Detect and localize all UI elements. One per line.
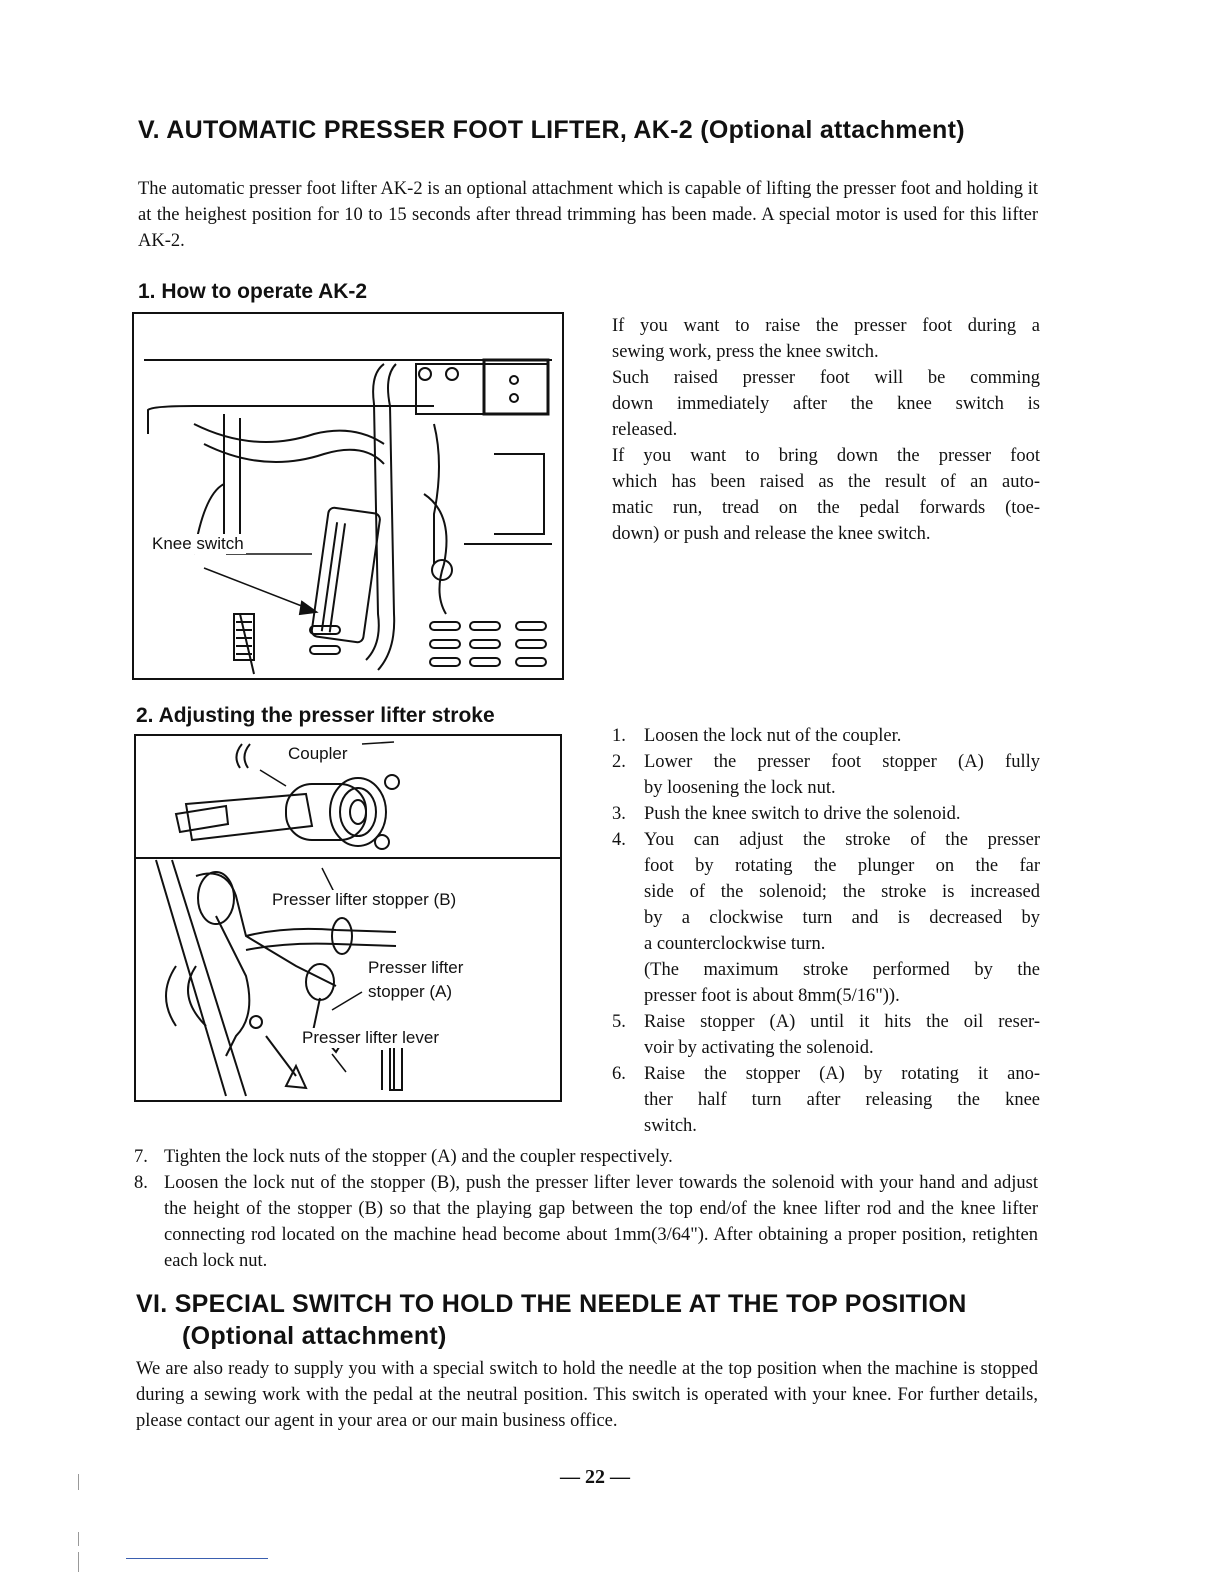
scan-artifact-mark xyxy=(78,1532,79,1546)
section-6-title: VI. SPECIAL SWITCH TO HOLD THE NEEDLE AT THE TOP POSITION xyxy=(136,1290,967,1318)
scan-artifact-line xyxy=(126,1558,268,1559)
step-8: 8. Loosen the lock nut of the stopper (B), push the presser lifter lever towards the solenoid with your hand and adjust the height of the stopper (B) so that the playing gap between the top end/of the knee lifter rod and the knee lifter connecting rod located on the machine head become about 1mm(3/64"). After obtaining a proper position, retighten each lock nut. xyxy=(134,1173,1038,1271)
step-5: 5. Raise stopper (A) until it hits the oil reser- voir by activating the solenoid. xyxy=(612,1012,1040,1058)
page-number: — 22 — xyxy=(560,1466,630,1488)
knee-switch-figure xyxy=(132,312,564,680)
step-3: 3. Push the knee switch to drive the solenoid. xyxy=(612,804,961,824)
lever-label: Presser lifter lever xyxy=(302,1028,439,1047)
stopper-a-label-2: stopper (A) xyxy=(368,982,453,1001)
stopper-b-label: Presser lifter stopper (B) xyxy=(272,890,457,909)
steps-right-column xyxy=(612,723,1040,1139)
coupler-label: Coupler xyxy=(288,744,348,763)
presser-lifter-figure xyxy=(134,734,562,1102)
scan-artifact-mark xyxy=(78,1552,79,1572)
section-6-subtitle: (Optional attachment) xyxy=(182,1322,447,1350)
subsection-1-title: 1. How to operate AK-2 xyxy=(138,280,368,303)
stopper-a-label-1: Presser lifter xyxy=(368,958,464,977)
section-5-title: V. AUTOMATIC PRESSER FOOT LIFTER, AK-2 (Optional attachment) xyxy=(138,116,965,144)
knee-switch-illustration xyxy=(134,314,562,678)
step-1: 1. Loosen the lock nut of the coupler. xyxy=(612,726,902,746)
steps-full-width xyxy=(134,1144,1038,1274)
section-6-text: We are also ready to supply you with a special switch to hold the needle at the top position when the machine is stopped during a sewing work with the pedal at the neutral position. This switch is operated with your knee. For further details, please contact our agent in your area or our main business office. xyxy=(136,1359,1038,1431)
step-6: 6. Raise the stopper (A) by rotating it ano- ther half turn after releasing the knee switch. xyxy=(612,1064,1040,1136)
knee-switch-label: Knee switch xyxy=(152,534,244,553)
subsection-2-title: 2. Adjusting the presser lifter stroke xyxy=(136,704,495,727)
scan-artifact-mark xyxy=(78,1474,79,1490)
section-5-intro: The automatic presser foot lifter AK-2 is an optional attachment which is capable of lifting the presser foot and holding it at the heighest position for 10 to 15 seconds after thread trimming has been made. A special motor is used for this lifter AK-2. xyxy=(138,179,1038,251)
step-4: 4. You can adjust the stroke of the presser foot by rotating the plunger on the far side of the solenoid; the stroke is increased by a clockwise turn and is decreased by a counterclockwise turn. (The maximum stroke performed by the presser foot is about 8mm(5/16")). xyxy=(612,830,1040,1006)
how-to-operate-text: If you want to raise the presser foot during a sewing work, press the knee switch. Such raised presser foot will be comming down immediately after the knee switch is released. If you want to bring down the presser foot which has been raised as the result of an auto- matic run, tread on the pedal forwards (toe- down) or push and release the knee switch. xyxy=(612,316,1040,544)
step-2: 2. Lower the presser foot stopper (A) fully by loosening the lock nut. xyxy=(612,752,1040,798)
step-7: 7. Tighten the lock nuts of the stopper (A) and the coupler respectively. xyxy=(134,1147,673,1167)
